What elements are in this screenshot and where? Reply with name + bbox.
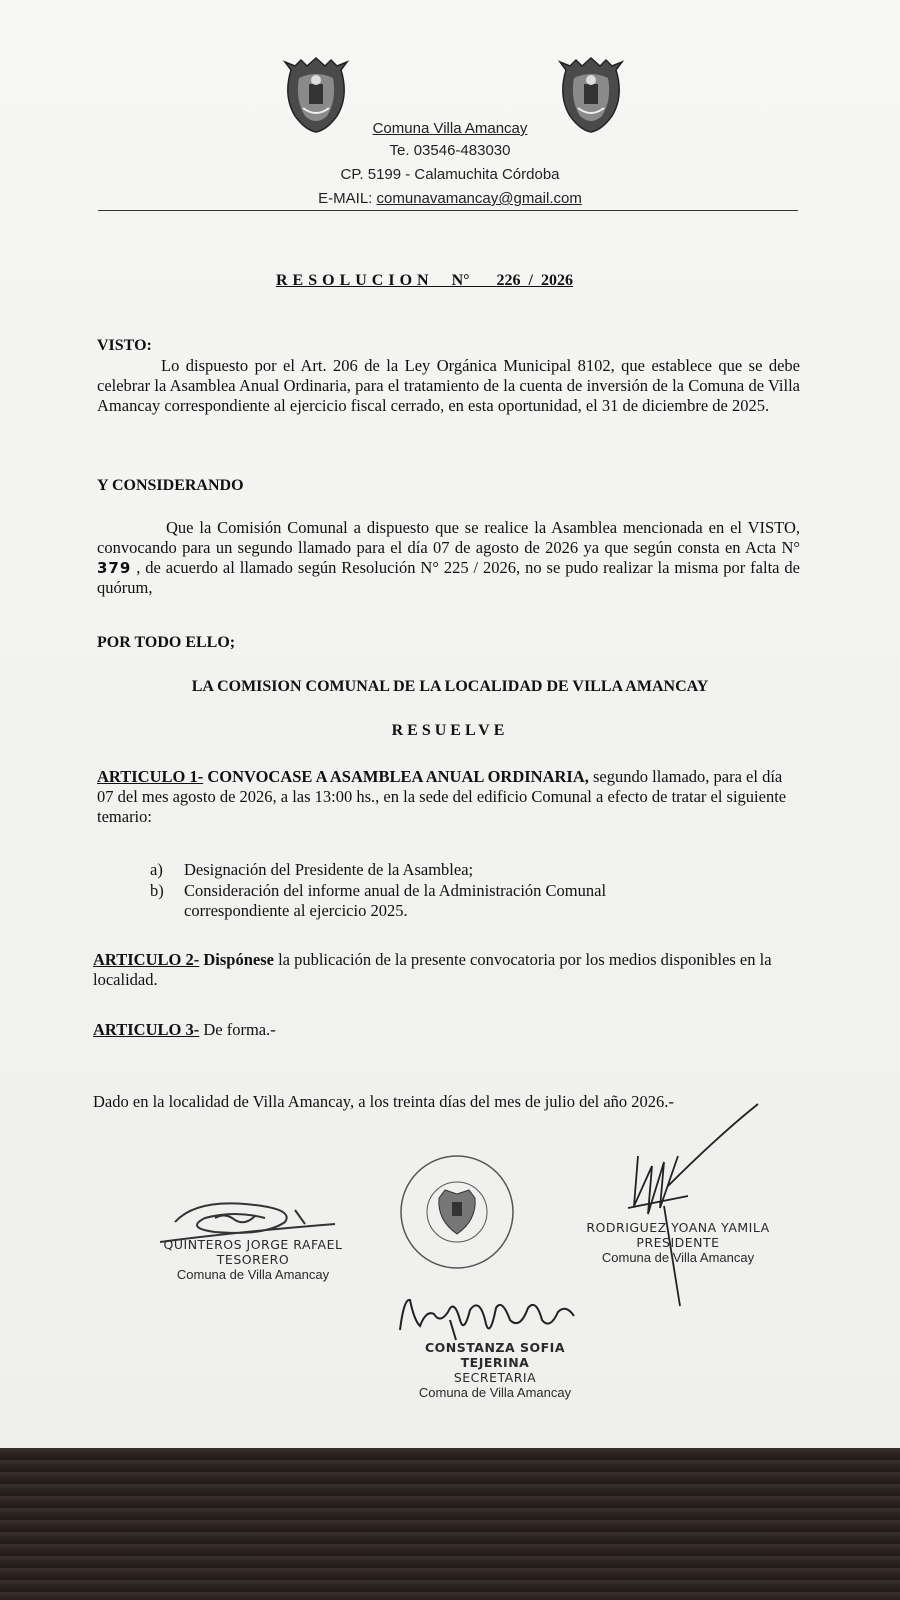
presidente-role: PRESIDENTE: [636, 1235, 720, 1250]
header-divider: [98, 210, 798, 211]
title-number: 226 / 2026: [496, 272, 573, 289]
letterhead-phone: Te. 03546-483030: [389, 142, 511, 159]
considerando-text-before: Que la Comisión Comunal a dispuesto que se realice la Asamblea mencionada en el VISTO, convocando para un segundo llamado para el día 07 de agosto de 2026 ya que según consta en Acta N°: [97, 518, 800, 557]
list-marker: b): [150, 881, 164, 900]
article-3-label: ARTICULO 3-: [93, 1020, 200, 1039]
article-2-label: ARTICULO 2-: [93, 950, 200, 969]
signature-secretaria: [390, 1340, 600, 1400]
secretaria-org: Comuna de Villa Amancay: [418, 1385, 572, 1400]
tesorero-org: Comuna de Villa Amancay: [176, 1267, 330, 1282]
article-2-text: la publicación de la presente convocatoria por los medios disponibles en la localidad.: [93, 950, 772, 989]
list-marker: a): [150, 860, 163, 879]
article-1-text: segundo llamado, para el día 07 del mes agosto de 2026, a las 13:00 hs., en la sede del edificio Comunal a efecto de tratar el siguiente temario:: [97, 767, 787, 826]
title-word: RESOLUCION: [276, 272, 434, 289]
presidente-name: RODRIGUEZ YOANA YAMILA: [586, 1220, 770, 1235]
tesorero-name: QUINTEROS JORGE RAFAEL: [163, 1237, 343, 1252]
acta-number-handwritten: 379: [97, 559, 132, 577]
considerando-heading: Y CONSIDERANDO: [97, 477, 244, 494]
official-seal-icon: [395, 1150, 520, 1275]
signature-tesorero: [158, 1237, 348, 1282]
article-1-label: ARTICULO 1-: [97, 767, 204, 786]
letterhead-address: CP. 5199 - Calamuchita Córdoba: [340, 166, 560, 183]
list-item: [150, 881, 704, 921]
article-2-bold: Dispónese: [199, 950, 274, 969]
list-item: [150, 860, 704, 880]
comision-heading: LA COMISION COMUNAL DE LA LOCALIDAD DE VILLA AMANCAY: [191, 678, 709, 695]
tesorero-role: TESORERO: [216, 1252, 290, 1267]
title-number-label: N°: [451, 272, 470, 289]
secretaria-role: SECRETARIA: [453, 1370, 537, 1385]
resolution-title: [276, 272, 573, 290]
list-item-text: Designación del Presidente de la Asamblea;: [184, 860, 474, 879]
email-label: E-MAIL:: [318, 190, 377, 207]
presidente-org: Comuna de Villa Amancay: [601, 1250, 755, 1265]
resuelve-heading: RESUELVE: [391, 722, 509, 739]
temario-list: [150, 860, 704, 922]
article-1-bold: CONVOCASE A ASAMBLEA ANUAL ORDINARIA,: [203, 767, 589, 786]
table-surface: [0, 1448, 900, 1600]
visto-heading: VISTO:: [97, 337, 152, 354]
considerando-paragraph: [97, 518, 800, 598]
list-item-text: Consideración del informe anual de la Administración Comunal correspondiente al ejercicio 2025.: [184, 881, 607, 920]
letterhead-email: [0, 190, 900, 207]
considerando-text-after: , de acuerdo al llamado según Resolución N° 225 / 2026, no se pudo realizar la misma por falta de quórum,: [97, 558, 800, 597]
email-link[interactable]: comunavamancay@gmail.com: [376, 190, 582, 207]
por-todo-heading: POR TODO ELLO;: [97, 634, 236, 651]
article-2: [93, 950, 800, 990]
article-3: [93, 1020, 276, 1040]
letterhead-name: Comuna Villa Amancay: [372, 120, 528, 137]
visto-paragraph: Lo dispuesto por el Art. 206 de la Ley Orgánica Municipal 8102, que establece que se debe celebrar la Asamblea Anual Ordinaria, para el tratamiento de la cuenta de inversión de la Comuna de Villa Amancay correspondiente al ejercicio fiscal cerrado, en esta oportunidad, el 31 de diciembre de 2025.: [97, 356, 800, 415]
presidente-signature-icon: [608, 1096, 778, 1316]
secretaria-name: CONSTANZA SOFIA TEJERINA: [424, 1340, 566, 1370]
secretaria-signature-icon: [390, 1290, 590, 1345]
closing-statement: Dado en la localidad de Villa Amancay, a los treinta días del mes de julio del año 2026.-: [93, 1092, 674, 1111]
article-3-text: De forma.-: [199, 1020, 276, 1039]
article-1: [97, 767, 800, 827]
signature-presidente: [578, 1220, 778, 1265]
